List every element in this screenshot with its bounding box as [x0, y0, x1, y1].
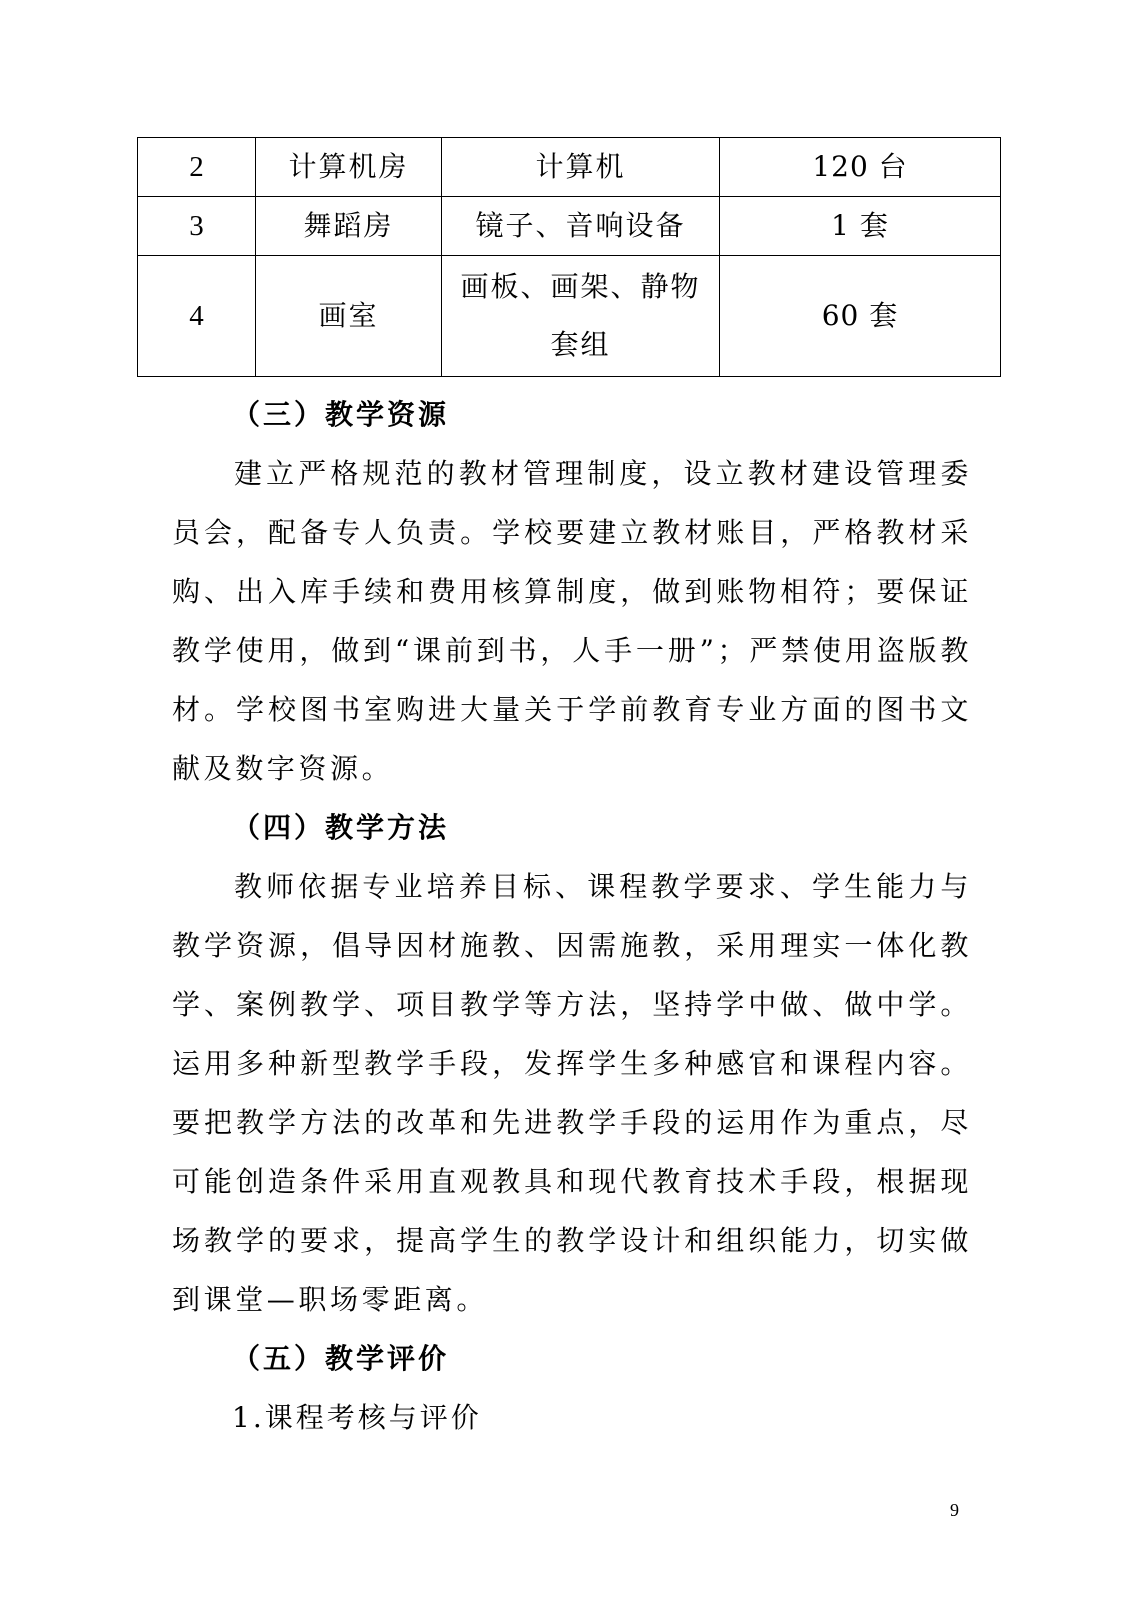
section-heading-teaching-resources: （三）教学资源	[232, 398, 450, 431]
equipment-quantity: 60 套	[720, 256, 1001, 377]
row-number: 2	[138, 138, 256, 197]
equipment-name: 计算机	[442, 138, 720, 197]
equipment-table	[137, 137, 1001, 377]
subsection-course-assessment: 1.课程考核与评价	[232, 1401, 482, 1434]
page-number: 9	[950, 1500, 959, 1520]
document-body	[172, 385, 972, 1447]
table-row	[138, 138, 1001, 197]
room-name: 画室	[256, 256, 442, 377]
equipment-quantity: 120 台	[720, 138, 1001, 197]
equipment-name: 镜子、音响设备	[442, 197, 720, 256]
teaching-methods-paragraph: 教师依据专业培养目标、课程教学要求、学生能力与教学资源，倡导因材施教、因需施教，采用理实一体化教学、案例教学、项目教学等方法，坚持学中做、做中学。运用多种新型教学手段，发挥学生多种感官和课程内容。要把教学方法的改革和先进教学手段的运用作为重点，尽可能创造条件采用直观教具和现代教育技术手段，根据现场教学的要求，提高学生的教学设计和组织能力，切实做到课堂—职场零距离。	[172, 870, 972, 1316]
equipment-quantity: 1 套	[720, 197, 1001, 256]
row-number: 4	[138, 256, 256, 377]
table-row	[138, 256, 1001, 377]
room-name: 舞蹈房	[256, 197, 442, 256]
section-heading-teaching-methods: （四）教学方法	[232, 811, 450, 844]
equipment-name: 画板、画架、静物套组	[442, 256, 720, 377]
teaching-resources-paragraph: 建立严格规范的教材管理制度，设立教材建设管理委员会，配备专人负责。学校要建立教材账目，严格教材采购、出入库手续和费用核算制度，做到账物相符；要保证教学使用，做到“课前到书，人手一册”；严禁使用盗版教材。学校图书室购进大量关于学前教育专业方面的图书文献及数字资源。	[172, 457, 972, 785]
room-name: 计算机房	[256, 138, 442, 197]
section-heading-teaching-evaluation: （五）教学评价	[232, 1342, 450, 1375]
row-number: 3	[138, 197, 256, 256]
table-row	[138, 197, 1001, 256]
